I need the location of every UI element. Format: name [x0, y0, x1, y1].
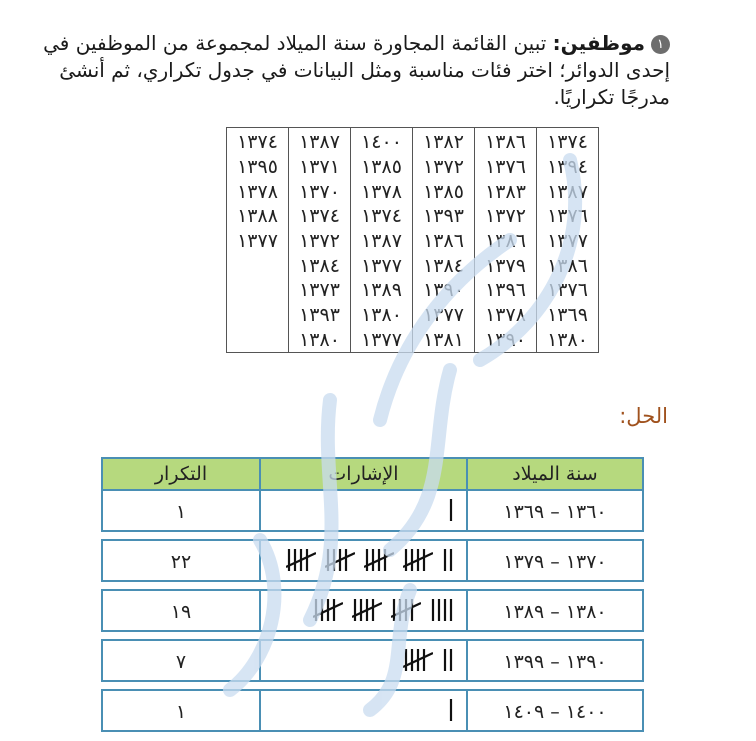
row-separator: [102, 581, 643, 590]
data-cell: ١٣٧٨: [227, 179, 289, 204]
data-cell: ١٣٧٩: [475, 253, 537, 278]
frequency-cell: ١٩: [102, 590, 260, 631]
range-cell: ١٣٧٠ – ١٣٧٩: [467, 540, 643, 581]
tally-cell: [260, 690, 467, 731]
data-row: [227, 128, 599, 155]
tally-cell: [260, 640, 467, 681]
tally-marks: [448, 497, 456, 523]
data-cell: ١٣٨٩: [351, 278, 413, 303]
data-cell: ١٣٧٨: [351, 179, 413, 204]
row-separator: [102, 681, 643, 690]
data-cell: ١٣٨٦: [413, 229, 475, 254]
problem-statement: [40, 30, 670, 111]
solution-label: الحل:: [619, 404, 668, 428]
header-tallies: الإشارات: [260, 458, 467, 490]
data-cell: ١٣٨٠: [289, 328, 351, 353]
data-cell: ١٣٨٣: [475, 179, 537, 204]
data-cell: ١٣٨٨: [227, 204, 289, 229]
data-cell: ١٣٧٧: [413, 303, 475, 328]
data-cell: ١٣٧٤: [351, 204, 413, 229]
row-separator-cell: [102, 531, 643, 540]
data-cell: ١٣٨٤: [289, 253, 351, 278]
data-cell: ١٣٧٦: [537, 204, 599, 229]
frequency-cell: ١: [102, 690, 260, 731]
data-cell: ١٣٩٠: [475, 328, 537, 353]
data-cell: ١٣٨١: [413, 328, 475, 353]
tally-group-partial: [430, 597, 456, 623]
tally-group-five: [403, 547, 433, 573]
data-cell: ١٣٧٧: [227, 229, 289, 254]
frequency-cell: ٧: [102, 640, 260, 681]
data-cell: ١٣٨٢: [413, 128, 475, 155]
row-separator: [102, 531, 643, 540]
data-cell: ١٣٧١: [289, 155, 351, 180]
data-cell: [227, 278, 289, 303]
tally-group-five: [352, 597, 382, 623]
frequency-table: [101, 457, 644, 732]
row-separator-cell: [102, 681, 643, 690]
row-separator-cell: [102, 631, 643, 640]
tally-marks: [403, 647, 456, 673]
frequency-row: [102, 590, 643, 631]
data-cell: ١٣٩٣: [413, 204, 475, 229]
frequency-row: [102, 540, 643, 581]
data-cell: ١٣٧٣: [289, 278, 351, 303]
tally-group-partial: [442, 547, 456, 573]
tally-marks: [448, 697, 456, 723]
row-separator-cell: [102, 581, 643, 590]
range-cell: ١٣٩٠ – ١٣٩٩: [467, 640, 643, 681]
data-cell: ١٣٦٩: [537, 303, 599, 328]
data-cell: ١٣٨٦: [475, 128, 537, 155]
tally-marks: [286, 547, 456, 573]
data-cell: ١٣٨٦: [537, 253, 599, 278]
data-row: [227, 328, 599, 353]
data-cell: ١٣٨٠: [351, 303, 413, 328]
data-cell: ١٣٧٤: [289, 204, 351, 229]
tally-group-five: [325, 547, 355, 573]
data-cell: ١٣٨٦: [475, 229, 537, 254]
birth-years-table: [226, 127, 599, 353]
tally-group-partial: [448, 497, 456, 523]
data-cell: ١٣٧٧: [537, 229, 599, 254]
header-frequency: التكرار: [102, 458, 260, 490]
data-cell: [227, 253, 289, 278]
frequency-cell: ١: [102, 490, 260, 531]
data-cell: ١٣٩٥: [227, 155, 289, 180]
frequency-table-header: [102, 458, 643, 490]
data-cell: ١٣٧٠: [289, 179, 351, 204]
tally-marks: [313, 597, 456, 623]
data-cell: ١٣٧٧: [351, 328, 413, 353]
data-row: [227, 179, 599, 204]
data-cell: ١٣٨٧: [289, 128, 351, 155]
data-cell: ١٣٧٢: [475, 204, 537, 229]
frequency-row: [102, 490, 643, 531]
tally-cell: [260, 490, 467, 531]
data-cell: ١٣٧٢: [413, 155, 475, 180]
data-cell: ١٣٨٧: [351, 229, 413, 254]
range-cell: ١٣٨٠ – ١٣٨٩: [467, 590, 643, 631]
data-cell: ١٣٧٧: [351, 253, 413, 278]
tally-group-five: [286, 547, 316, 573]
range-cell: ١٣٦٠ – ١٣٦٩: [467, 490, 643, 531]
data-cell: ١٣٨٤: [413, 253, 475, 278]
data-cell: [227, 328, 289, 353]
frequency-row: [102, 690, 643, 731]
tally-group-five: [391, 597, 421, 623]
data-cell: ١٣٧٤: [227, 128, 289, 155]
data-cell: ١٣٧٤: [537, 128, 599, 155]
frequency-row: [102, 640, 643, 681]
data-cell: ١٣٩٦: [475, 278, 537, 303]
data-cell: ١٤٠٠: [351, 128, 413, 155]
tally-cell: [260, 540, 467, 581]
problem-keyword: موظفين:: [552, 31, 645, 55]
tally-group-five: [364, 547, 394, 573]
data-cell: ١٣٧٦: [475, 155, 537, 180]
data-cell: ١٣٨٠: [537, 328, 599, 353]
header-birth-year: سنة الميلاد: [467, 458, 643, 490]
data-cell: ١٣٨٥: [413, 179, 475, 204]
data-cell: ١٣٧٦: [537, 278, 599, 303]
range-cell: ١٤٠٠ – ١٤٠٩: [467, 690, 643, 731]
data-row: [227, 155, 599, 180]
tally-group-five: [313, 597, 343, 623]
frequency-cell: ٢٢: [102, 540, 260, 581]
data-cell: [227, 303, 289, 328]
problem-text: تبين القائمة المجاورة سنة الميلاد لمجموعة من الموظفين في إحدى الدوائر؛ اختر فئات مناسبة ومثل البيانات في جدول تكراري، ثم أنشئ مدرجًا تكراريًا.: [43, 31, 670, 109]
data-row: [227, 303, 599, 328]
data-cell: ١٣٩٤: [537, 155, 599, 180]
data-row: [227, 229, 599, 254]
tally-group-five: [403, 647, 433, 673]
data-row: [227, 253, 599, 278]
data-cell: ١٣٩٣: [289, 303, 351, 328]
data-cell: ١٣٧٢: [289, 229, 351, 254]
tally-cell: [260, 590, 467, 631]
data-cell: ١٣٨٧: [537, 179, 599, 204]
data-row: [227, 278, 599, 303]
problem-number-badge: ١: [651, 35, 670, 54]
data-row: [227, 204, 599, 229]
data-cell: ١٣٧٨: [475, 303, 537, 328]
tally-group-partial: [442, 647, 456, 673]
data-cell: ١٣٩٠: [413, 278, 475, 303]
data-cell: ١٣٨٥: [351, 155, 413, 180]
row-separator: [102, 631, 643, 640]
tally-group-partial: [448, 697, 456, 723]
